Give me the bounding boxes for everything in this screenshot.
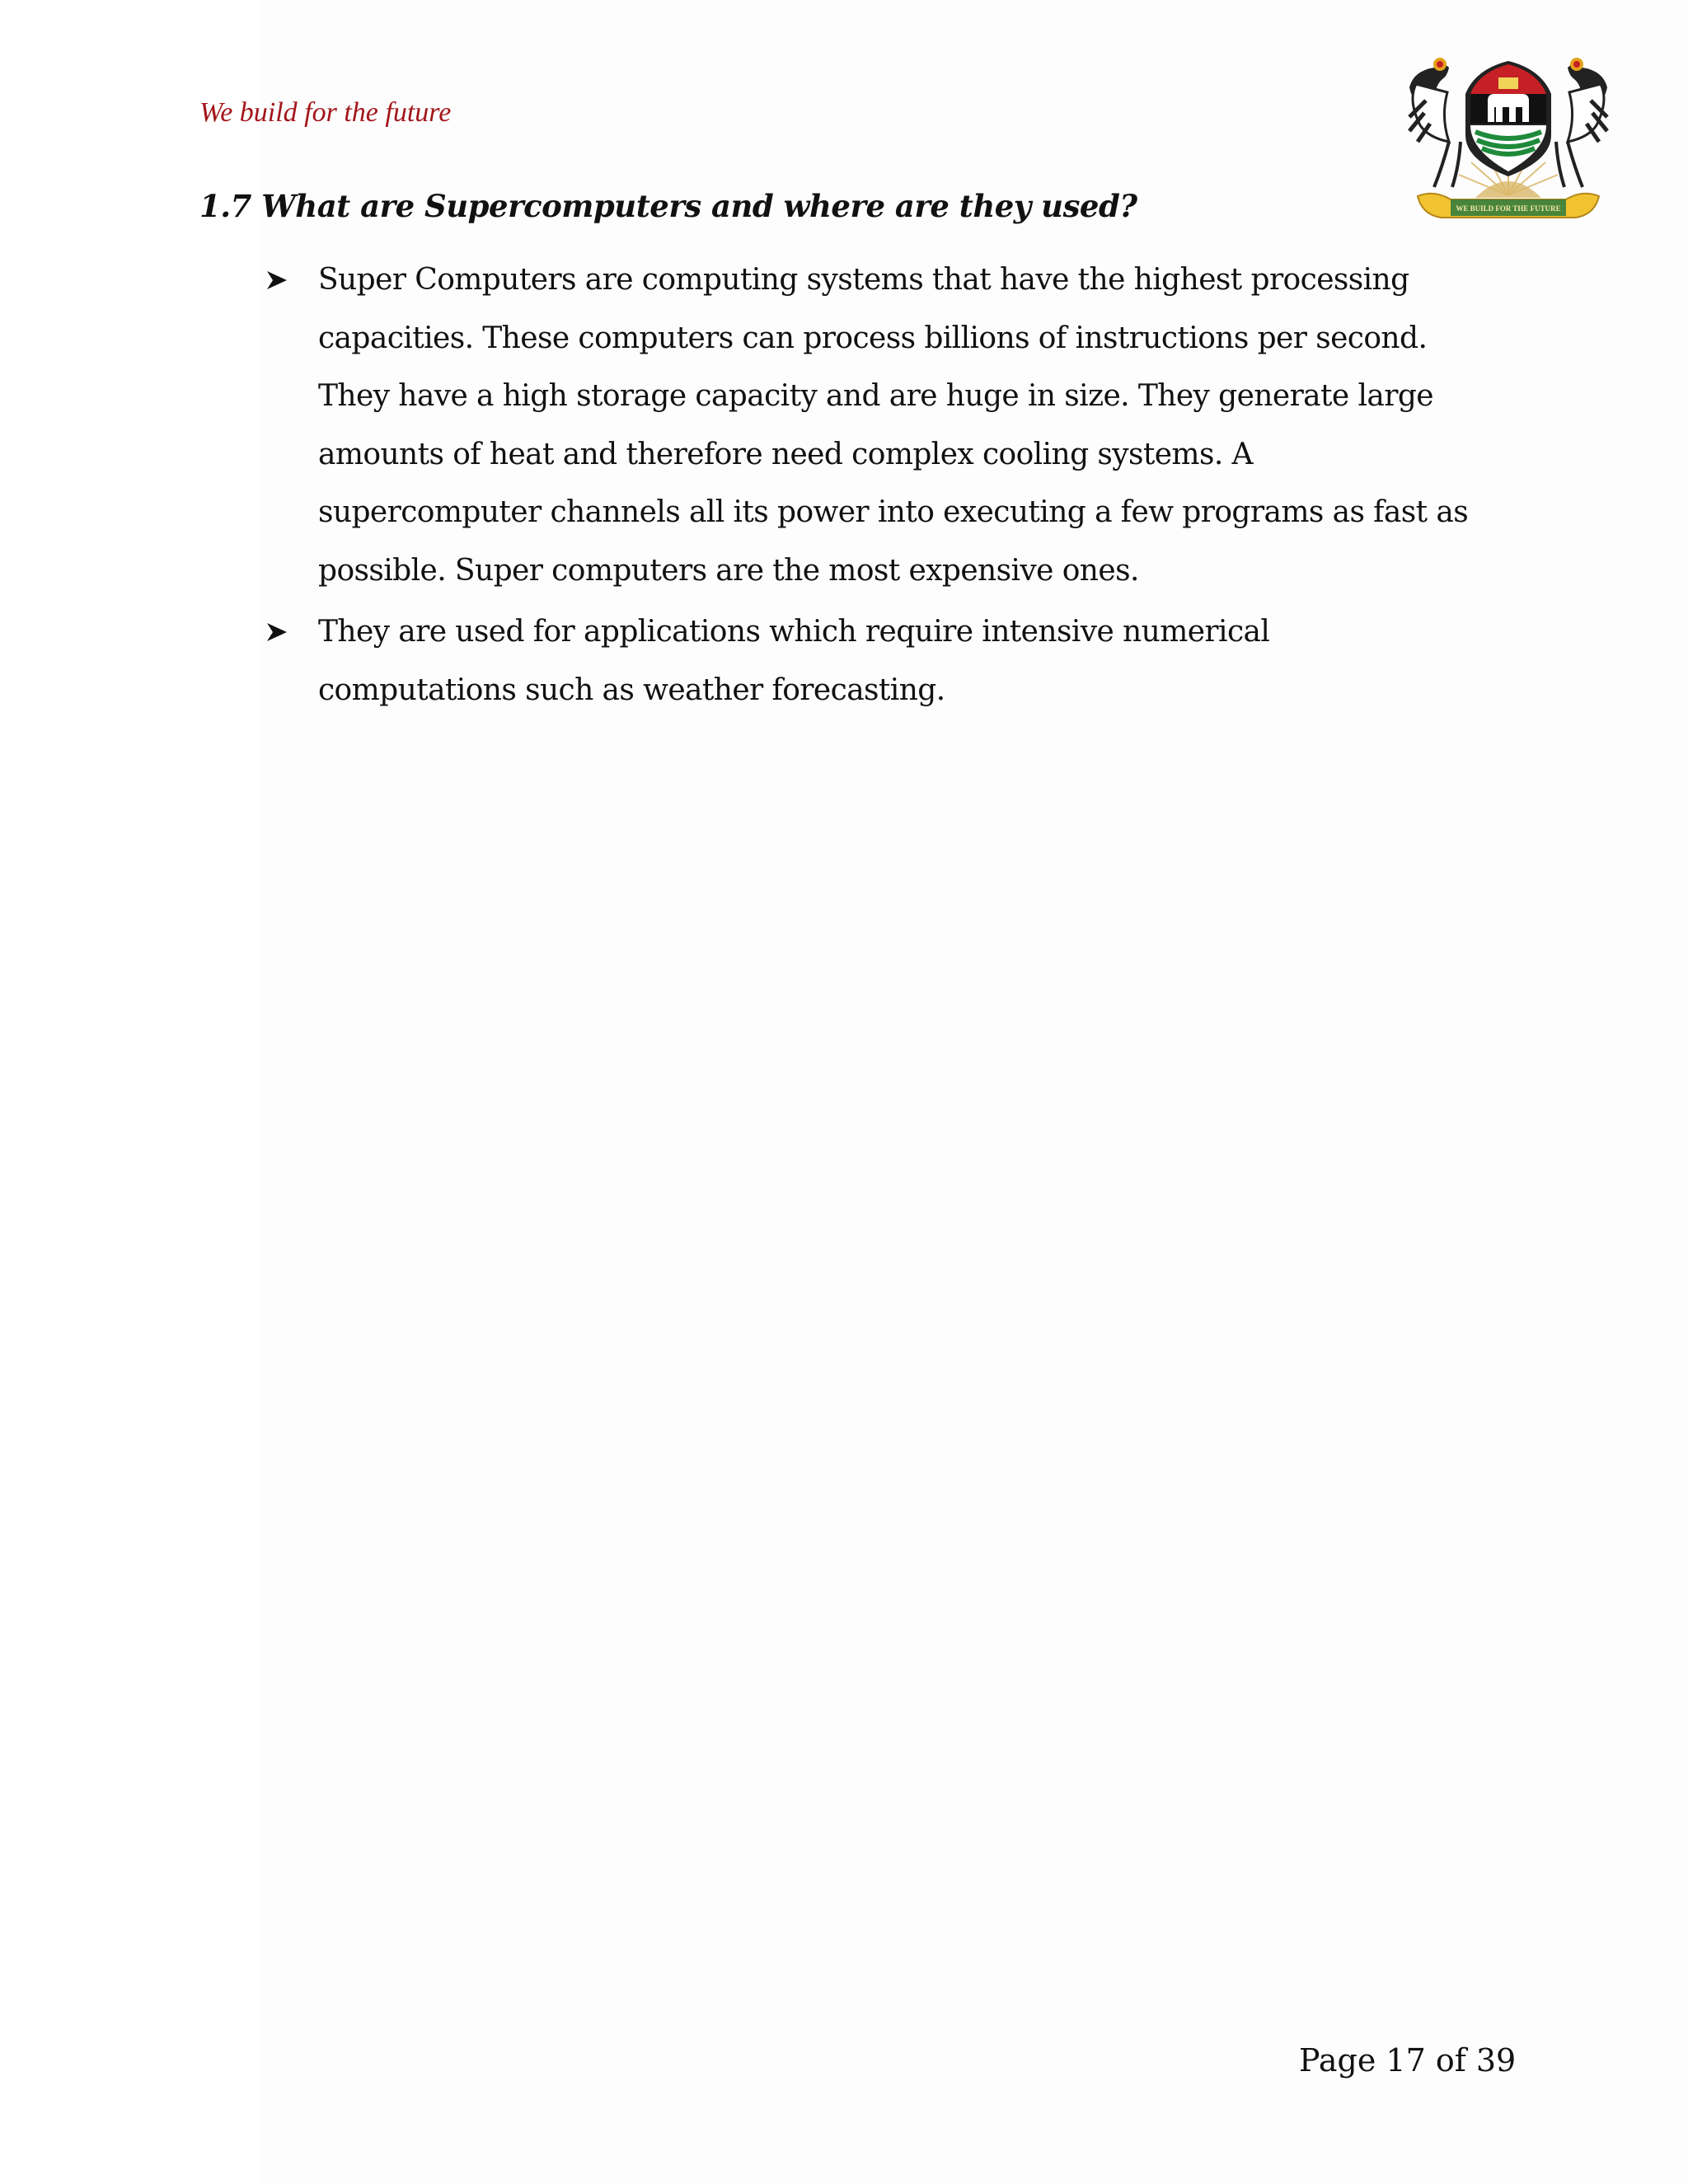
bullet-item [265, 603, 1469, 719]
header-tagline: We build for the future [199, 97, 452, 128]
page-number: Page 17 of 39 [1299, 2042, 1517, 2079]
bullet-text: Super Computers are computing systems that have the highest processing capacities. These computers can process billions of instructions per second. They have a high storage capacity and are huge in size. They generate large amounts of heat and therefore need complex cooling systems. A supercomputer channels all its power into executing a few programs as fast as possible. Super computers are the most expensive ones. [318, 263, 1469, 588]
section-heading: 1.7 What are Supercomputers and where are they used? [199, 188, 1137, 224]
crest-motto-text: WE BUILD FOR THE FUTURE [1456, 204, 1561, 213]
university-crest-logo [1401, 51, 1615, 232]
arrowhead-bullet-icon [265, 269, 288, 291]
bullet-list [265, 251, 1469, 723]
bullet-item [265, 251, 1469, 600]
arrowhead-bullet-icon [265, 621, 288, 643]
bullet-text: They are used for applications which require intensive numerical computations such as weather forecasting. [318, 615, 1270, 707]
